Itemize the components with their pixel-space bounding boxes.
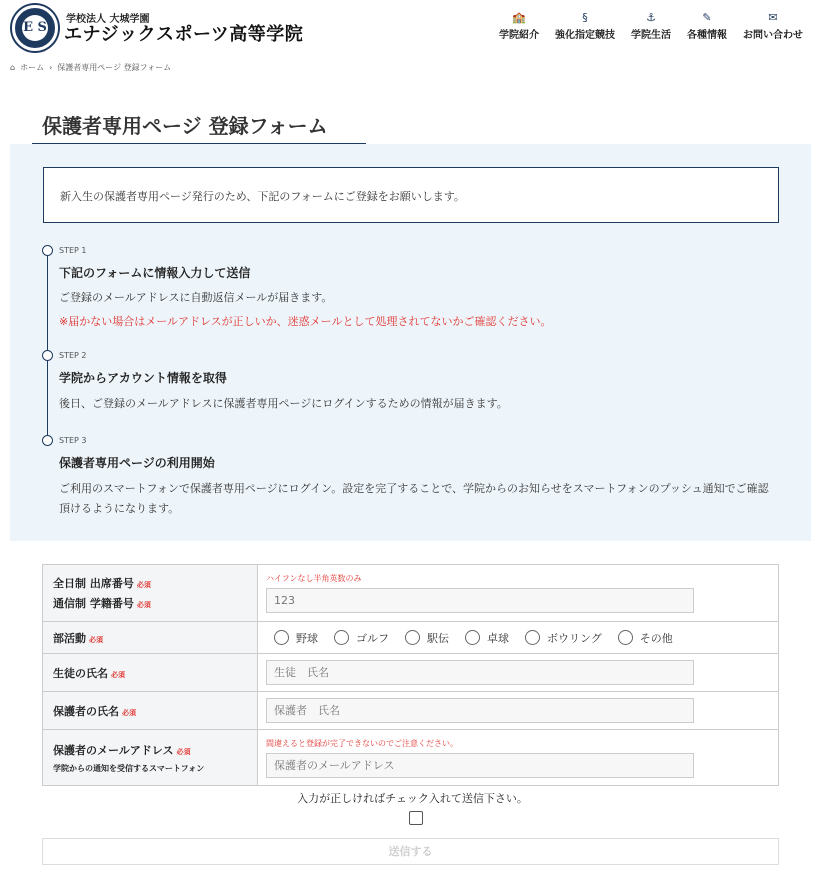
required-badge: 必須	[122, 708, 136, 717]
step-1-dot	[42, 245, 53, 256]
radio-label: ゴルフ	[356, 631, 389, 645]
nav-label: 強化指定競技	[555, 30, 615, 41]
form-row-guardian-name	[43, 692, 779, 730]
nav-item-contact[interactable]	[743, 11, 803, 41]
notice-box: 新入生の保護者専用ページ発行のため、下記のフォームにご登録をお願いします。	[43, 167, 779, 223]
club-option-golf[interactable]	[334, 630, 389, 646]
breadcrumb-home[interactable]: ホーム	[20, 63, 45, 72]
step-timeline-line	[47, 254, 48, 440]
step-2-label: STEP 2	[59, 351, 87, 360]
registration-form	[42, 564, 779, 786]
student-name-input-cell	[258, 654, 779, 692]
club-label-text: 部活動	[53, 631, 86, 645]
mail-icon: ✉	[768, 11, 778, 24]
radio-button[interactable]	[525, 630, 540, 645]
school-corporation-name: 学校法人 大城学園	[66, 14, 150, 25]
school-logo[interactable]	[12, 5, 58, 51]
required-badge: 必須	[89, 635, 103, 644]
radio-button[interactable]	[405, 630, 420, 645]
required-badge: 必須	[176, 747, 191, 756]
form-row-email	[43, 730, 779, 786]
page-title: 保護者専用ページ 登録フォーム	[42, 114, 328, 138]
nav-label: 学院生活	[631, 30, 671, 41]
breadcrumb-current: 保護者専用ページ 登録フォーム	[57, 63, 172, 72]
step-3-label: STEP 3	[59, 436, 87, 445]
email-label-text: 保護者のメールアドレス	[53, 743, 174, 757]
step-2-title: 学院からアカウント情報を取得	[59, 371, 227, 385]
email-input[interactable]	[266, 753, 694, 778]
nav-label: お問い合わせ	[743, 30, 803, 41]
nav-label: 学院紹介	[499, 30, 539, 41]
step-3-dot	[42, 435, 53, 446]
radio-button[interactable]	[274, 630, 289, 645]
step-1-warning: ※届かない場合はメールアドレスが正しいか、迷惑メールとして処理されてないかご確認ください。	[59, 315, 552, 328]
attendance-label-line1	[53, 575, 257, 591]
radio-button[interactable]	[465, 630, 480, 645]
club-option-baseball[interactable]	[274, 630, 318, 646]
nav-item-sports[interactable]	[555, 11, 615, 41]
nav-item-about[interactable]	[499, 11, 539, 41]
attendance-label-line2	[53, 595, 257, 611]
form-row-club	[43, 622, 779, 654]
step-1-title: 下記のフォームに情報入力して送信	[59, 266, 251, 280]
step-3-text: ご利用のスマートフォンで保護者専用ページにログイン。設定を完了することで、学院からのお知らせをスマートフォンのプッシュ通知でご確認頂けるようになります。	[59, 482, 769, 515]
required-badge: 必須	[136, 601, 151, 609]
school-name[interactable]: エナジックスポーツ高等学院	[64, 24, 304, 45]
edit-icon: ✎	[702, 11, 712, 24]
radio-label: 駅伝	[427, 631, 449, 645]
attendance-hint: ハイフンなし半角英数のみ	[266, 574, 362, 583]
club-option-other[interactable]	[618, 630, 673, 646]
attendance-input-cell	[258, 565, 779, 622]
home-icon[interactable]: ⌂	[10, 63, 16, 72]
breadcrumb-separator: ›	[49, 63, 53, 72]
required-badge: 必須	[136, 581, 151, 589]
title-section	[10, 82, 811, 144]
breadcrumb	[10, 62, 176, 73]
attendance-label-text: 全日制 出席番号	[53, 577, 134, 590]
attendance-label-cell	[43, 565, 258, 622]
club-option-bowling[interactable]	[525, 630, 602, 646]
logo-emblem: E S	[22, 15, 48, 41]
club-label-cell	[43, 622, 258, 654]
guardian-name-input-cell	[258, 692, 779, 730]
student-name-input[interactable]	[266, 660, 694, 685]
form-row-student-name	[43, 654, 779, 692]
guardian-name-label-text: 保護者の氏名	[53, 704, 119, 718]
club-options-cell	[258, 622, 779, 654]
school-icon: 🏫	[512, 11, 526, 24]
club-radio-group	[258, 630, 778, 646]
radio-button[interactable]	[334, 630, 349, 645]
anchor-icon: ⚓	[646, 11, 656, 24]
guardian-name-input[interactable]	[266, 698, 694, 723]
site-header	[0, 0, 825, 56]
step-1-label: STEP 1	[59, 246, 87, 255]
attendance-number-input[interactable]	[266, 588, 694, 613]
step-1-text: ご登録のメールアドレスに自動返信メールが届きます。	[59, 291, 333, 304]
section-icon: §	[582, 11, 588, 24]
confirm-instruction: 入力が正しければチェック入れて送信下さい。	[297, 792, 528, 805]
email-hint: 間違えると登録が完了できないのでご注意ください。	[266, 738, 458, 748]
nav-item-school-life[interactable]	[631, 11, 671, 41]
form-row-attendance	[43, 565, 779, 622]
radio-label: 野球	[296, 631, 318, 645]
club-option-table-tennis[interactable]	[465, 630, 509, 646]
email-label-line	[53, 742, 257, 758]
nav-item-info[interactable]	[687, 11, 727, 41]
nav-label: 各種情報	[687, 30, 727, 41]
guardian-name-label-cell	[43, 692, 258, 730]
student-name-label-cell	[43, 654, 258, 692]
email-sub-label: 学院からの通知を受信するスマートフォン	[53, 763, 205, 773]
student-name-label-text: 生徒の氏名	[53, 666, 108, 680]
submit-button[interactable]: 送信する	[42, 838, 779, 865]
radio-label: ボウリング	[547, 631, 602, 645]
steps-panel	[10, 144, 811, 541]
email-input-cell	[258, 730, 779, 786]
radio-label: その他	[639, 631, 673, 645]
step-2-dot	[42, 350, 53, 361]
email-label-cell	[43, 730, 258, 786]
step-3-title: 保護者専用ページの利用開始	[59, 456, 215, 470]
student-number-label-text: 通信制 学籍番号	[53, 597, 134, 610]
confirm-checkbox[interactable]	[409, 811, 423, 825]
step-2-text: 後日、ご登録のメールアドレスに保護者専用ページにログインするための情報が届きます。	[59, 397, 508, 410]
main-nav	[483, 11, 803, 41]
club-option-ekiden[interactable]	[405, 630, 449, 646]
radio-label: 卓球	[487, 631, 509, 645]
radio-button[interactable]	[618, 630, 633, 645]
required-badge: 必須	[111, 670, 125, 679]
